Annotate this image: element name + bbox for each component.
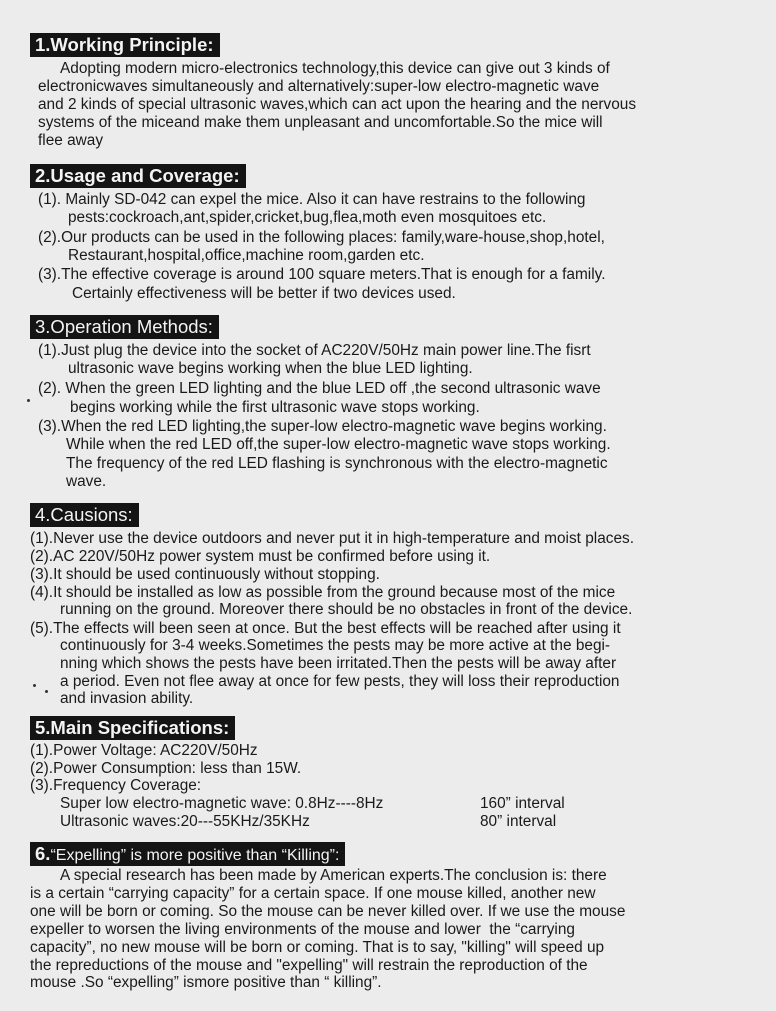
section-5-line: (1).Power Voltage: AC220V/50Hz bbox=[30, 742, 258, 759]
section-1-heading: 1.Working Principle: bbox=[30, 33, 220, 57]
section-6-number: 6. bbox=[35, 843, 51, 864]
section-6-line: capacity”, no new mouse will be born or coming. That is to say, "killing" will speed up bbox=[30, 939, 605, 956]
print-speck bbox=[45, 690, 48, 693]
section-3-line: While when the red LED off,the super-low electro-magnetic wave stops working. bbox=[66, 436, 611, 453]
section-4-line: continuously for 3-4 weeks.Sometimes the pests may be more active at the begi- bbox=[60, 637, 611, 654]
section-5-line: (3).Frequency Coverage: bbox=[30, 777, 202, 794]
section-3-heading: 3.Operation Methods: bbox=[30, 315, 219, 339]
section-4-line: nning which shows the pests have been irritated.Then the pests will be away after bbox=[60, 655, 617, 672]
section-4-line: (5).The effects will been seen at once. But the best effects will be reached after using it bbox=[30, 620, 621, 637]
section-5-line: (2).Power Consumption: less than 15W. bbox=[30, 760, 302, 777]
section-1-line: flee away bbox=[38, 132, 104, 149]
section-3-line: wave. bbox=[66, 473, 107, 490]
section-3-line: The frequency of the red LED flashing is synchronous with the electro-magnetic bbox=[66, 455, 608, 472]
section-4-line: running on the ground. Moreover there should be no obstacles in front of the device. bbox=[60, 601, 633, 618]
interval-value: 160” interval bbox=[480, 795, 565, 812]
section-4-line: (1).Never use the device outdoors and never put it in high-temperature and moist places. bbox=[30, 530, 634, 547]
section-5-line: Ultrasonic waves:20---55KHz/35KHz bbox=[60, 813, 310, 830]
section-6-title: “Expelling” is more positive than “Killing”: bbox=[50, 847, 340, 864]
section-6-line: expeller to worsen the living environments of the mouse and lower the “carrying bbox=[30, 921, 575, 938]
section-3-line: ultrasonic wave begins working when the blue LED lighting. bbox=[68, 360, 473, 377]
section-4-line: and invasion ability. bbox=[60, 690, 194, 707]
print-speck bbox=[33, 684, 36, 687]
section-2-heading: 2.Usage and Coverage: bbox=[30, 164, 246, 188]
section-6-line: one will be born or coming. So the mouse can be never killed over. If we use the mouse bbox=[30, 903, 626, 920]
section-1-line: electronicwaves simultaneously and alternatively:super-low electro-magnetic wave bbox=[38, 78, 600, 95]
section-3-line: (1).Just plug the device into the socket of AC220V/50Hz main power line.The fisrt bbox=[38, 342, 591, 359]
section-2-line: (3).The effective coverage is around 100 square meters.That is enough for a family. bbox=[38, 266, 606, 283]
section-4-heading: 4.Causions: bbox=[30, 503, 139, 527]
section-2-line: pests:cockroach,ant,spider,cricket,bug,flea,moth even mosquitoes etc. bbox=[68, 209, 547, 226]
section-2-line: (2).Our products can be used in the following places: family,ware-house,shop,hotel, bbox=[38, 229, 605, 246]
section-6-line: the repreductions of the mouse and "expelling" will restrain the reproduction of the bbox=[30, 957, 588, 974]
section-6-heading bbox=[30, 842, 345, 866]
section-3-line: begins working while the first ultrasonic wave stops working. bbox=[70, 399, 480, 416]
print-speck bbox=[27, 399, 30, 402]
section-5-line: Super low electro-magnetic wave: 0.8Hz----8Hz bbox=[60, 795, 384, 812]
section-1-line: Adopting modern micro-electronics technology,this device can give out 3 kinds of bbox=[60, 60, 610, 77]
section-6-line: is a certain “carrying capacity” for a certain space. If one mouse killed, another new bbox=[30, 885, 596, 902]
section-2-line: Certainly effectiveness will be better if two devices used. bbox=[72, 285, 456, 302]
interval-value: 80” interval bbox=[480, 813, 557, 830]
section-3-line: (3).When the red LED lighting,the super-low electro-magnetic wave begins working. bbox=[38, 418, 607, 435]
section-1-line: systems of the miceand make them unpleasant and uncomfortable.So the mice will bbox=[38, 114, 603, 131]
section-4-line: (4).It should be installed as low as possible from the ground because most of the mice bbox=[30, 584, 616, 601]
section-6-line: mouse .So “expelling” ismore positive than “ killing”. bbox=[30, 974, 382, 991]
section-2-line: Restaurant,hospital,office,machine room,garden etc. bbox=[68, 247, 425, 264]
section-3-line: (2). When the green LED lighting and the blue LED off ,the second ultrasonic wave bbox=[38, 380, 601, 397]
section-4-line: (3).It should be used continuously without stopping. bbox=[30, 566, 380, 583]
section-4-line: a period. Even not flee away at once for few pests, they will loss their reproduction bbox=[60, 673, 620, 690]
section-6-line: A special research has been made by American experts.The conclusion is: there bbox=[60, 867, 607, 884]
section-2-line: (1). Mainly SD-042 can expel the mice. Also it can have restrains to the following bbox=[38, 191, 586, 208]
section-4-line: (2).AC 220V/50Hz power system must be confirmed before using it. bbox=[30, 548, 491, 565]
section-1-line: and 2 kinds of special ultrasonic waves,which can act upon the hearing and the nervous bbox=[38, 96, 637, 113]
section-5-heading: 5.Main Specifications: bbox=[30, 716, 235, 740]
